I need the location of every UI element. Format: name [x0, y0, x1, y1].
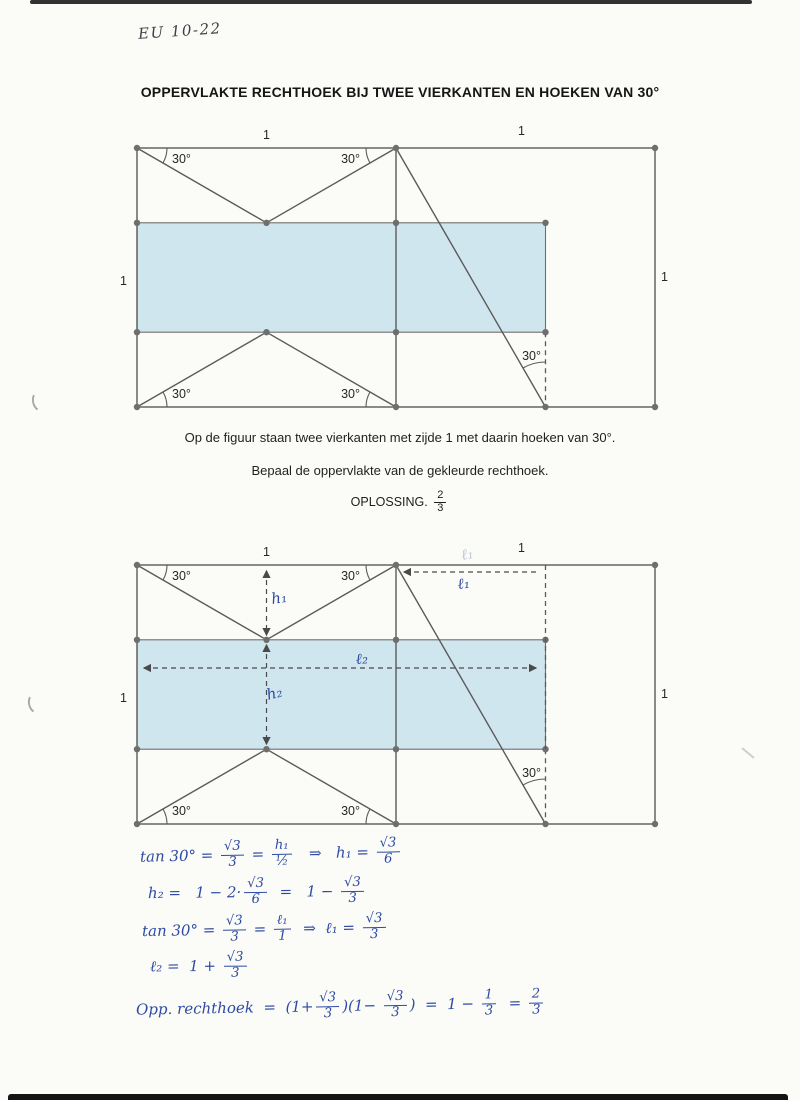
vertex-dot — [652, 145, 658, 151]
angle-label-tl: 30° — [172, 152, 191, 166]
side-label-right: 1 — [661, 270, 668, 284]
work-line-4: ℓ₂ = 1 + $\frac{√3}{3}$ — [150, 948, 250, 985]
work-line-5: Opp. rechthoek = (1+ $\frac{√3}{3}$ )(1− $\frac{√3}{3}$ ) = 1 − $\frac{1}{3}$ = $\frac{2}{3}$ — [136, 984, 547, 1027]
diagram-bottom — [120, 541, 668, 827]
angle-line-bl — [137, 332, 267, 407]
diagram-bottom-base — [120, 541, 668, 827]
arc-bottom-right — [366, 392, 370, 407]
work-line-3: tan 30° = $\frac{√3}{3}$ = $\frac{\text{ℓ₁}}{1}$ ⇒ ℓ₁ = $\frac{√3}{3}$ — [142, 909, 389, 949]
work-line-1: tan 30° = $\frac{√3}{3}$ = $\frac{\text{h₁}}{\text{½}}$ ⇒ h₁ = $\frac{√3}{6}$ — [140, 833, 403, 874]
vertex-dot — [542, 329, 548, 335]
vertex-dot — [263, 220, 269, 226]
solution-answer — [0, 490, 800, 515]
solution-answer-formula: OPLOSSING. $\frac{2}{3}$ — [351, 490, 450, 515]
page-title: OPPERVLAKTE RECHTHOEK BIJ TWEE VIERKANTEN EN HOEKEN VAN 30° — [140, 84, 660, 100]
vertex-dot — [542, 220, 548, 226]
angle-label-br: 30° — [341, 387, 360, 401]
angle-label-bl: 30° — [172, 387, 191, 401]
shaded-rectangle — [137, 223, 546, 332]
vertex-dot — [393, 329, 399, 335]
side-label-top-left: 1 — [263, 128, 270, 142]
vertex-dot — [393, 404, 399, 410]
angle-line-br — [267, 332, 397, 407]
angle-line-tr — [267, 148, 397, 223]
arc-top-right — [366, 148, 370, 163]
angle-line-tl — [137, 148, 267, 223]
vertex-dot — [393, 220, 399, 226]
problem-text-1: Op de figuur staan twee vierkanten met zijde 1 met daarin hoeken van 30°. — [184, 430, 616, 445]
l1-label-faint: ℓ₁ — [459, 544, 475, 564]
handwritten-code: EU 10-22 — [137, 19, 223, 43]
l2-label: ℓ₂ — [355, 649, 369, 668]
vertex-dot — [393, 145, 399, 151]
vertex-dot — [542, 404, 548, 410]
vertex-dot — [134, 145, 140, 151]
angle-label-diagonal: 30° — [522, 349, 541, 363]
angle-label-tr: 30° — [341, 152, 360, 166]
vertex-dot — [134, 404, 140, 410]
work-line-2: h₂ = 1 − 2· $\frac{√3}{6}$ = 1 − $\frac{√3}{3}$ — [148, 873, 367, 911]
h2-label: h₂ — [264, 682, 285, 704]
l1-label: ℓ₁ — [456, 573, 471, 593]
arc-top-left — [163, 148, 167, 163]
vertex-dot — [134, 329, 140, 335]
diagram-top — [120, 124, 668, 410]
vertex-dot — [134, 220, 140, 226]
side-label-top-right: 1 — [518, 124, 525, 138]
vertex-dot — [263, 329, 269, 335]
arc-bottom-left — [163, 392, 167, 407]
side-label-left: 1 — [120, 274, 127, 288]
h1-label: h₁ — [270, 587, 289, 608]
vertex-dot — [652, 404, 658, 410]
problem-text-2: Bepaal de oppervlakte van de gekleurde rechthoek. — [251, 463, 549, 478]
